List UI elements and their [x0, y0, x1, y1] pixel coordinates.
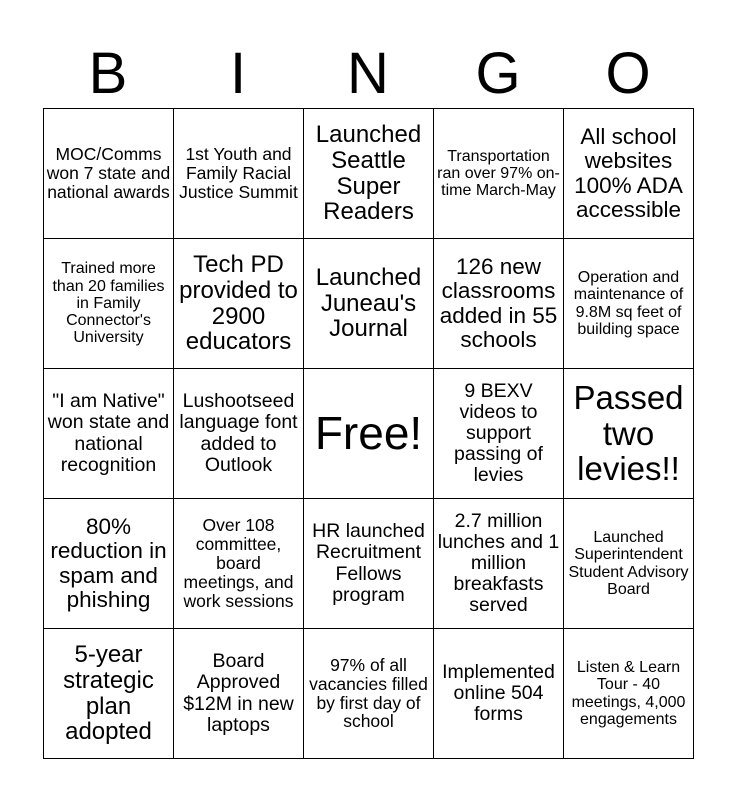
cell-text: Over 108 committee, board meetings, and work sessions — [183, 515, 294, 611]
cell-text: Launched Juneau's Journal — [315, 263, 422, 343]
free-cell — [304, 369, 434, 499]
bingo-cell — [174, 629, 304, 759]
cell-text: Lushootseed language font added to Outlook — [179, 390, 298, 476]
bingo-board — [43, 108, 694, 759]
cell-text: 9 BEXV videos to support passing of levies — [454, 379, 543, 487]
bingo-cell — [304, 109, 434, 239]
bingo-cell — [44, 239, 174, 369]
cell-text: 80% reduction in spam and phishing — [50, 513, 167, 612]
bingo-cell — [434, 499, 564, 629]
cell-text: 97% of all vacancies filled by first day of school — [309, 654, 428, 732]
header-letter-o: O — [605, 41, 651, 106]
cell-text: Operation and maintenance of 9.8M sq feet of building space — [573, 268, 684, 338]
board-row — [44, 109, 694, 239]
board-row — [44, 239, 694, 369]
header-letter-g: G — [475, 41, 521, 106]
bingo-cell — [434, 239, 564, 369]
header-letter-n: N — [347, 41, 389, 106]
bingo-cell — [174, 109, 304, 239]
board-row — [44, 369, 694, 499]
bingo-cell — [174, 369, 304, 499]
cell-text: "I am Native" won state and national recognition — [47, 390, 170, 476]
bingo-cell — [44, 499, 174, 629]
cell-text: Tech PD provided to 2900 educators — [179, 250, 298, 356]
bingo-cell — [304, 499, 434, 629]
bingo-cell — [174, 499, 304, 629]
cell-text: Trained more than 20 families in Family Connector's University — [52, 260, 165, 347]
board-row — [44, 499, 694, 629]
cell-text: 1st Youth and Family Racial Justice Summit — [179, 144, 298, 202]
cell-text: All school websites 100% ADA accessible — [574, 123, 683, 222]
bingo-cell — [434, 109, 564, 239]
bingo-cell — [564, 629, 694, 759]
header-letter-i: I — [229, 41, 247, 106]
header-letter-b: B — [88, 41, 128, 106]
bingo-cell — [564, 369, 694, 499]
bingo-cell — [174, 239, 304, 369]
board-row — [44, 629, 694, 759]
bingo-cell — [434, 369, 564, 499]
cell-text: Launched Superintendent Student Advisory Board — [568, 528, 689, 598]
bingo-header — [43, 40, 693, 108]
cell-text: Launched Seattle Super Readers — [315, 120, 422, 226]
bingo-cell — [434, 629, 564, 759]
cell-text: 2.7 million lunches and 1 million breakfasts served — [437, 509, 560, 617]
bingo-cell — [304, 629, 434, 759]
bingo-cell — [564, 239, 694, 369]
cell-text: Listen & Learn Tour - 40 meetings, 4,000 engagements — [571, 658, 686, 728]
free-space-text: Free! — [314, 406, 423, 459]
cell-text: Transportation ran over 97% on-time March-May — [437, 147, 560, 200]
cell-text: Implemented online 504 forms — [442, 660, 555, 726]
cell-text: Board Approved $12M in new laptops — [183, 650, 294, 736]
bingo-cell — [564, 109, 694, 239]
bingo-cell — [44, 369, 174, 499]
cell-text: HR launched Recruitment Fellows program — [312, 520, 425, 606]
bingo-cell — [564, 499, 694, 629]
cell-text: 5-year strategic plan adopted — [63, 640, 154, 746]
cell-text: MOC/Comms won 7 state and national awards — [46, 144, 171, 202]
bingo-cell — [44, 109, 174, 239]
cell-text: 126 new classrooms added in 55 schools — [439, 253, 558, 352]
bingo-cell — [304, 239, 434, 369]
cell-text: Passed two levies!! — [573, 379, 684, 488]
bingo-cell — [44, 629, 174, 759]
